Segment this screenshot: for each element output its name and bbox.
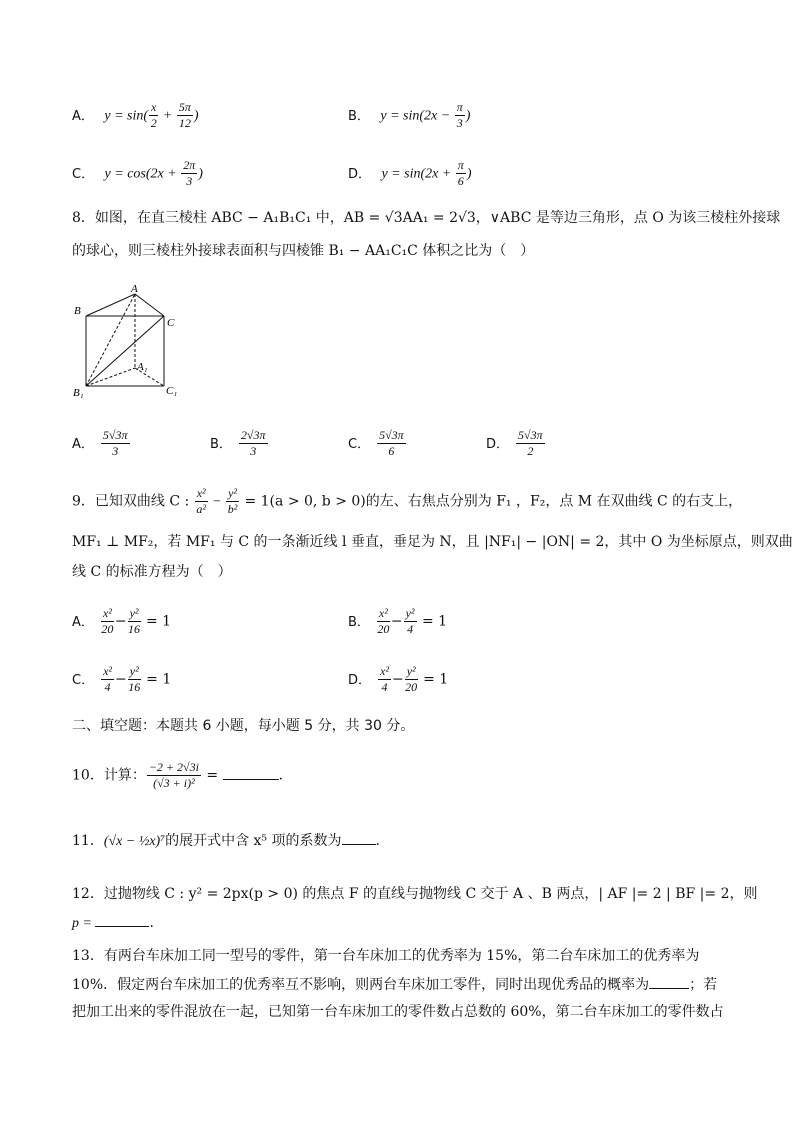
q9-option-c: C． $\frac{\text{x²}}{4}$ − $\frac{\text{y²}}{16}$ = 1 xyxy=(72,664,172,694)
q11-pre: 11． xyxy=(72,833,104,849)
operator: + xyxy=(159,108,176,124)
fraction xyxy=(149,100,158,131)
denominator: 3 xyxy=(112,444,119,458)
option-label: B． xyxy=(210,436,232,452)
edge-b1a xyxy=(86,294,135,386)
q9-line-1 xyxy=(72,486,742,517)
denominator: 3 xyxy=(456,116,463,130)
paren: ) xyxy=(193,108,199,124)
q8-option-c xyxy=(348,428,407,459)
denominator: 4 xyxy=(381,680,388,694)
q13-line-3: 把加工出来的零件混放在一起，已知第一台车床加工的零件数占总数的 60%，第二台车床加工的零件数占 xyxy=(72,1004,724,1020)
rhs: = 1 xyxy=(417,613,448,630)
option-label: A． xyxy=(72,108,94,124)
numerator: y² xyxy=(129,606,139,620)
rhs: = 1 xyxy=(418,671,449,688)
numerator: y² xyxy=(405,606,415,620)
q12-line-1: 12．过抛物线 C : y² = 2px(p > 0) 的焦点 F 的直线与抛物线 C 交于 A 、B 两点，| AF |= 2 | BF |= 2，则 xyxy=(72,886,758,902)
q8-option-d xyxy=(486,428,546,459)
vertex-label-c: C xyxy=(167,317,175,329)
numerator: 5π xyxy=(178,100,191,114)
q13-line-2-post: ；若 xyxy=(689,977,718,993)
q8-option-a xyxy=(72,428,131,459)
numerator: x² xyxy=(102,606,112,620)
fraction xyxy=(378,664,391,695)
fraction xyxy=(239,428,268,459)
numerator: y² xyxy=(129,664,139,678)
q10-pre: 10．计算： xyxy=(72,767,146,784)
option-expr: y = cos(2x + xyxy=(104,166,181,182)
fraction xyxy=(455,100,465,131)
numerator: y² xyxy=(406,664,416,678)
denominator: (√3 + i)² xyxy=(153,776,195,790)
paren: ) xyxy=(466,166,472,182)
q13-line-1: 13．有两台车床加工同一型号的零件，第一台车床加工的优秀率为 15%，第二台车床加工的优秀率为 xyxy=(72,948,700,964)
fraction xyxy=(147,760,201,791)
section-title-fill-in: 二、填空题：本题共 6 小题，每小题 5 分，共 30 分。 xyxy=(72,718,415,734)
q10 xyxy=(72,760,283,791)
q11 xyxy=(72,830,380,852)
fraction xyxy=(181,158,197,189)
q7-option-d xyxy=(348,158,471,189)
vertex-label-a1: A₁ xyxy=(137,361,148,373)
option-label: A． xyxy=(72,614,94,630)
q9-option-b: B． $\frac{\text{x²}}{20}$ − $\frac{\text{y²}}{4}$ = 1 xyxy=(348,606,448,636)
q12-line-2 xyxy=(72,912,154,934)
denominator: 16 xyxy=(128,622,141,636)
period: . xyxy=(375,833,380,849)
numerator: x² xyxy=(380,664,389,678)
rhs: = 1 xyxy=(141,671,172,688)
denominator: a² xyxy=(196,502,206,516)
option-expr: y = sin(2x − xyxy=(380,108,454,124)
paren: ) xyxy=(198,166,203,182)
numerator: x² xyxy=(103,664,113,678)
q9-post: = 1(a > 0, b > 0)的左、右焦点分别为 F₁ ，F₂，点 M 在双曲线 C 的右支上， xyxy=(240,493,743,510)
q13-line-2-pre: 10%．假定两台车床加工的优秀率互不影响，则两台车床加工零件，同时出现优秀品的概率为 xyxy=(72,977,650,993)
denominator: 20 xyxy=(101,622,114,636)
fraction xyxy=(377,428,406,459)
denominator: 4 xyxy=(407,622,414,636)
q9-line-2: MF₁ ⊥ MF₂，若 MF₁ 与 C 的一条渐近线 l 垂直，垂足为 N，且 |NF₁| − |ON| = 2，其中 O 为坐标原点，则双曲 xyxy=(72,534,793,550)
equals: = xyxy=(201,767,223,784)
edge-ab xyxy=(86,294,135,316)
fraction xyxy=(195,486,208,517)
edge-b1a1 xyxy=(86,368,135,386)
numerator: x² xyxy=(378,606,388,620)
option-label: A． xyxy=(72,436,94,452)
fraction xyxy=(128,606,141,637)
q13-line-2 xyxy=(72,974,717,995)
period: . xyxy=(278,767,284,784)
denominator: b² xyxy=(227,502,238,516)
edge-b1c xyxy=(86,316,164,386)
numerator: x xyxy=(151,100,157,114)
denominator: 6 xyxy=(388,444,395,458)
fraction xyxy=(101,428,130,459)
fraction xyxy=(128,664,141,695)
option-label: B． xyxy=(348,614,370,630)
option-label: D． xyxy=(486,436,510,452)
q9-option-a: A． $\frac{\text{x²}}{20}$ − $\frac{\text{y²}}{16}$ = 1 xyxy=(72,606,172,636)
numerator: π xyxy=(456,100,463,114)
numerator: −2 + 2√3i xyxy=(148,760,199,774)
denominator: 20 xyxy=(405,680,418,694)
vertex-label-a: A xyxy=(131,283,138,295)
fraction xyxy=(101,664,114,695)
denominator: 3 xyxy=(186,174,193,188)
numerator: 5√3π xyxy=(379,428,404,442)
q7-option-b xyxy=(348,100,470,131)
q11-post: 的展开式中含 x⁵ 项的系数为 xyxy=(165,833,342,849)
q8-option-b xyxy=(210,428,269,459)
q9-line-3: 线 C 的标准方程为（ ） xyxy=(72,564,232,580)
period: . xyxy=(149,915,154,931)
denominator: 2 xyxy=(527,444,534,458)
numerator: x² xyxy=(196,486,206,500)
rhs: = 1 xyxy=(141,613,172,630)
paren: ) xyxy=(465,108,471,124)
option-label: B． xyxy=(348,108,370,124)
denominator: 12 xyxy=(178,116,191,130)
fraction xyxy=(377,606,390,637)
fraction xyxy=(404,606,417,637)
answer-blank[interactable] xyxy=(223,765,279,780)
denominator: 16 xyxy=(128,680,141,694)
option-label: C． xyxy=(72,166,95,182)
vertex-label-b1: B₁ xyxy=(73,387,84,399)
option-expr: y = sin(2x + xyxy=(381,166,455,182)
numerator: 2√3π xyxy=(240,428,266,442)
fraction xyxy=(177,100,193,131)
vertex-label-b: B xyxy=(74,305,81,317)
answer-blank[interactable] xyxy=(342,830,376,845)
q9-pre: 9．已知双曲线 C : xyxy=(72,493,194,510)
option-expr: y = sin( xyxy=(104,108,149,124)
denominator: 6 xyxy=(457,174,464,188)
q8-line-1: 8．如图，在直三棱柱 ABC − A₁B₁C₁ 中，AB = √3AA₁ = 2√3，∨ABC 是等边三角形，点 O 为该三棱柱外接球 xyxy=(72,210,781,226)
operator: − xyxy=(208,494,226,510)
numerator: 5√3π xyxy=(102,428,128,442)
q12-p: p = xyxy=(72,916,96,931)
fraction xyxy=(226,486,239,517)
numerator: 2π xyxy=(183,158,196,172)
q9-option-d: D． $\frac{\text{x²}}{4}$ − $\frac{\text{y²}}{20}$ = 1 xyxy=(348,664,449,694)
fraction xyxy=(456,158,466,189)
option-label: C． xyxy=(72,672,95,688)
option-label: D． xyxy=(348,166,372,182)
prism-figure xyxy=(70,282,190,400)
vertex-label-c1: C₁ xyxy=(166,385,178,397)
denominator: 2 xyxy=(150,116,157,130)
fraction xyxy=(405,664,418,695)
numerator: y² xyxy=(228,486,238,500)
answer-blank[interactable] xyxy=(95,912,149,927)
q7-option-a xyxy=(72,100,199,131)
q11-expr: (√x − ½x)⁷ xyxy=(103,834,166,849)
q7-option-c xyxy=(72,158,203,189)
edge-ac xyxy=(135,294,164,316)
numerator: π xyxy=(457,158,464,172)
fraction xyxy=(101,606,114,637)
numerator: 5√3π xyxy=(518,428,543,442)
answer-blank[interactable] xyxy=(649,974,689,989)
option-label: D． xyxy=(348,672,372,688)
denominator: 3 xyxy=(250,444,257,458)
option-label: C． xyxy=(348,436,371,452)
q8-line-2: 的球心，则三棱柱外接球表面积与四棱锥 B₁ − AA₁C₁C 体积之比为（ ） xyxy=(72,243,535,259)
denominator: 20 xyxy=(377,622,390,636)
fraction xyxy=(516,428,545,459)
denominator: 4 xyxy=(104,680,111,694)
